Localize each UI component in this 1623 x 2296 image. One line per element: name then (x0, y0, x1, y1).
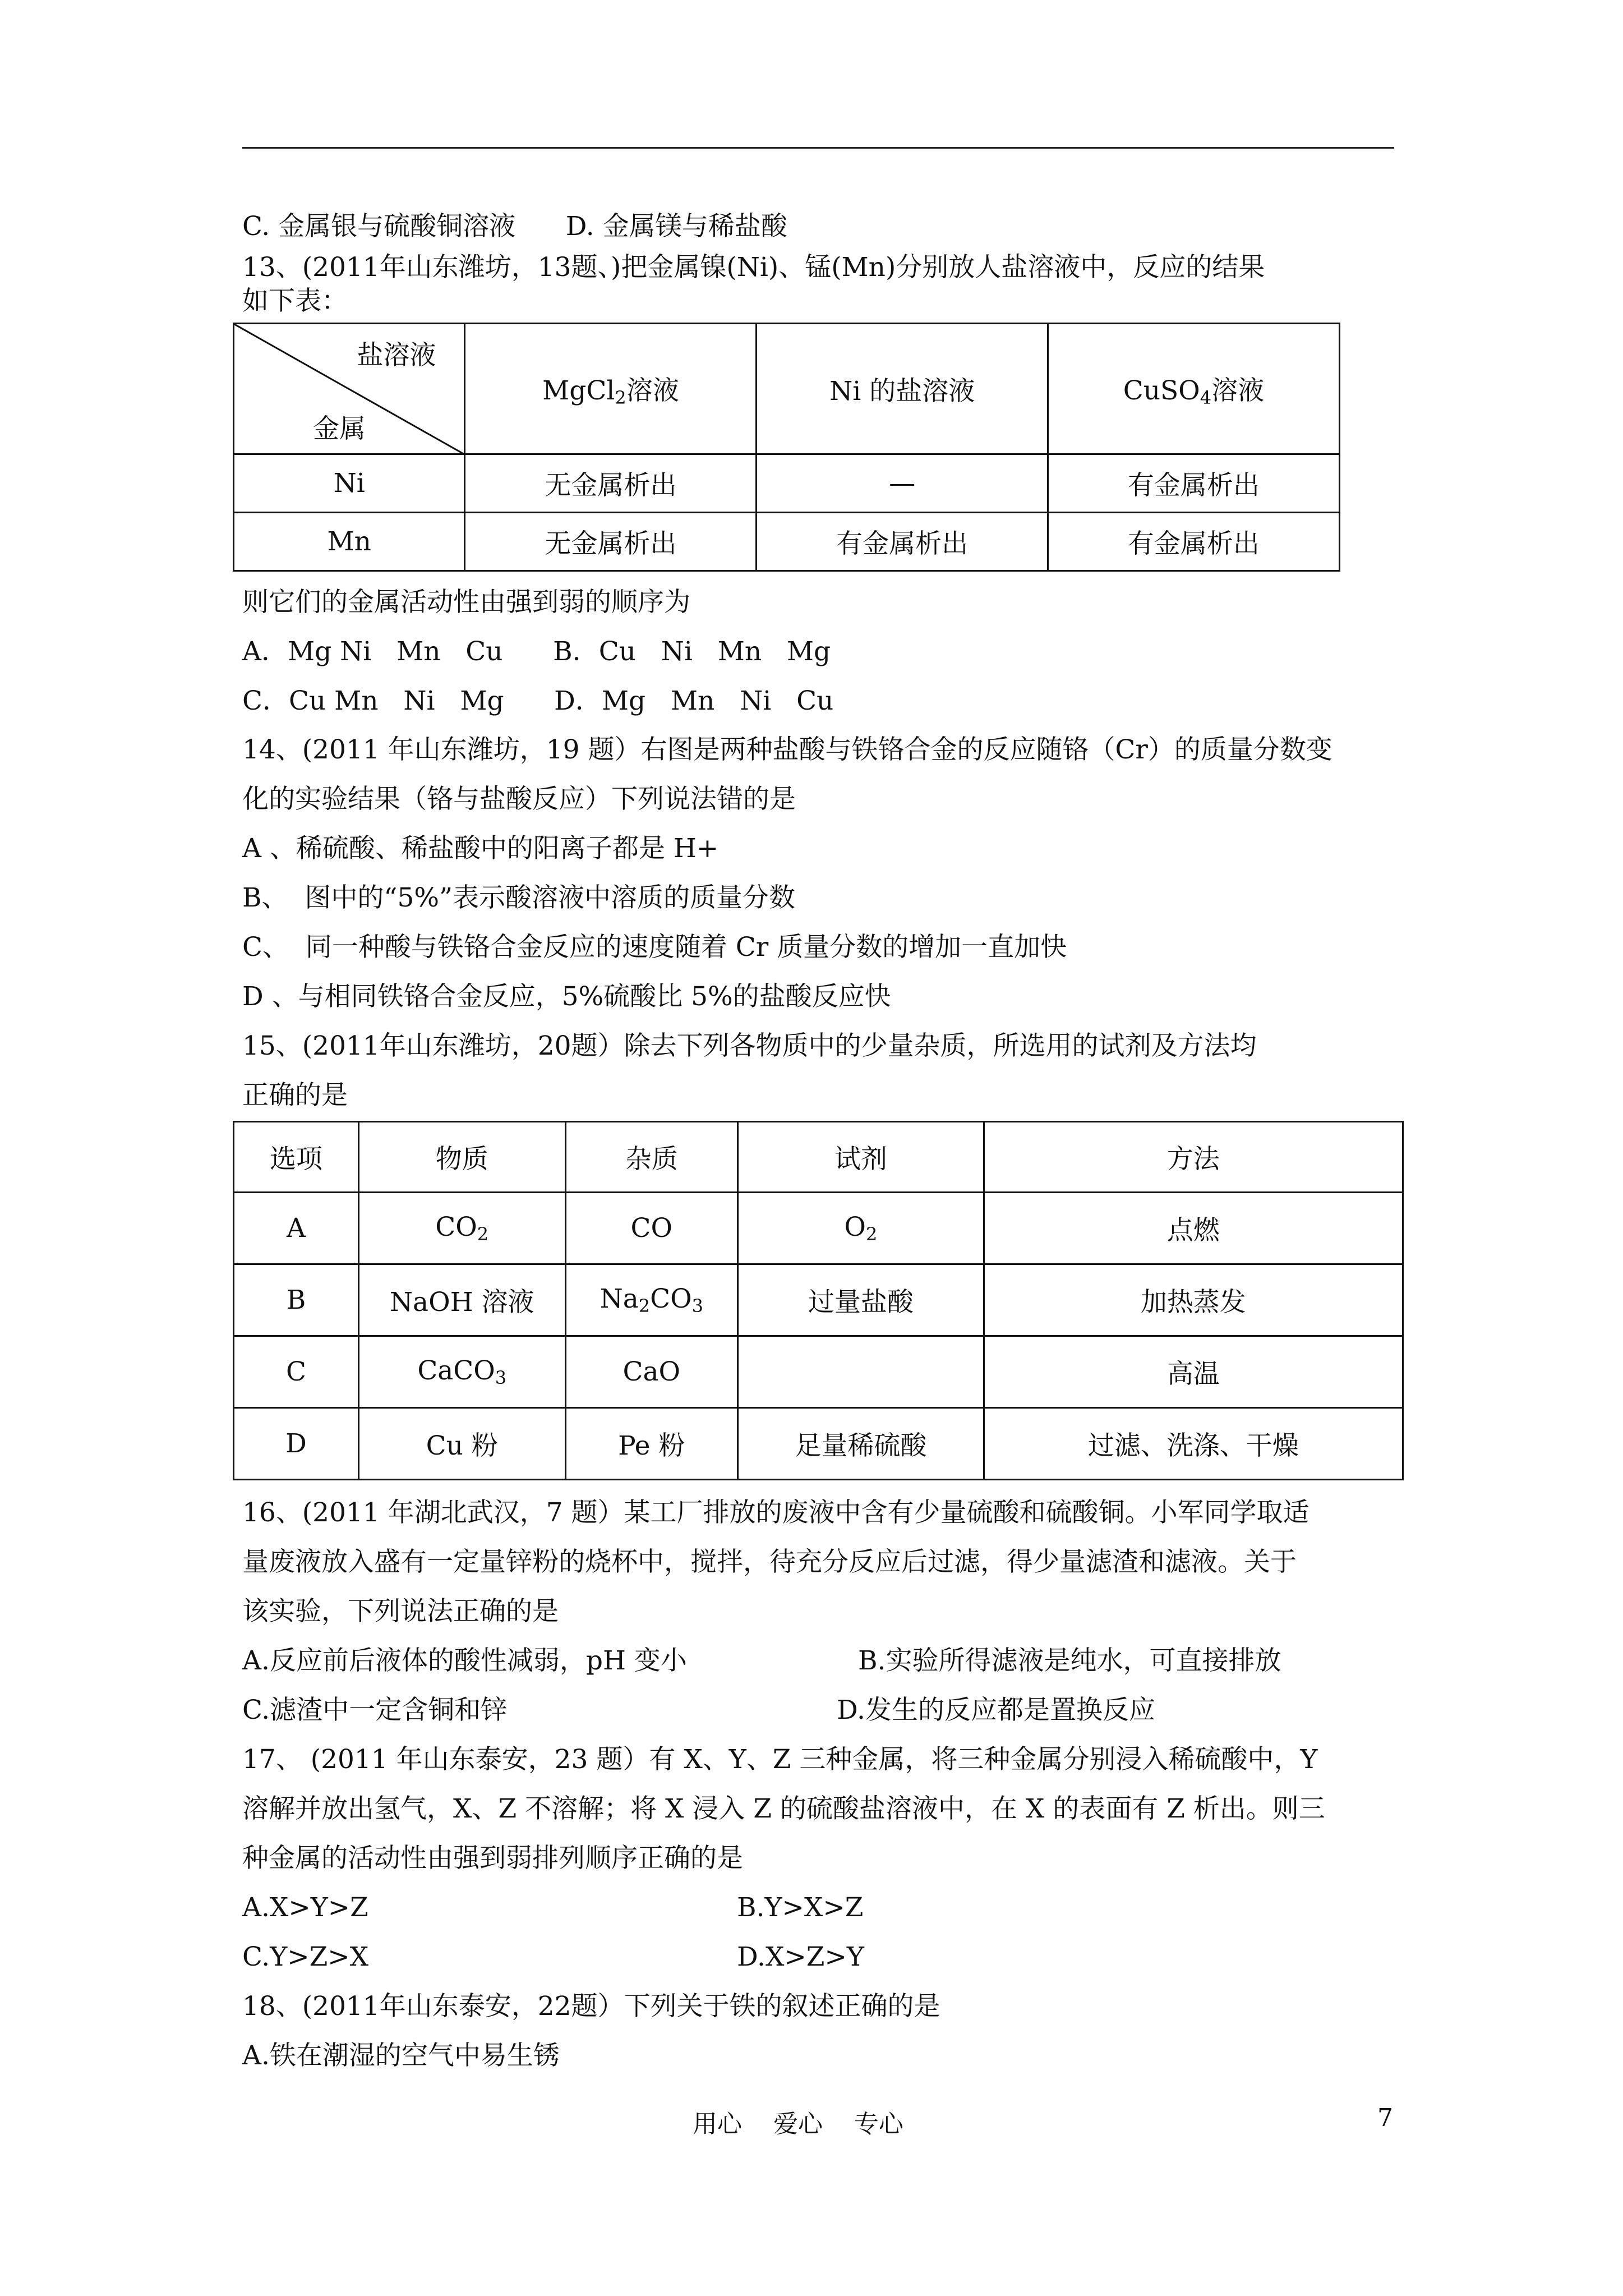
q18-stem: 18、(2011年山东泰安，22题）下列关于铁的叙述正确的是 (242, 1991, 940, 2022)
q17-option-c: C.Y>Z>X (242, 1941, 369, 1972)
q16-option-b: B.实验所得滤液是纯水，可直接排放 (858, 1645, 1281, 1676)
q15-header-impurity: 杂质 (565, 1122, 738, 1193)
q15-cell-option: A (234, 1193, 359, 1264)
q15-cell-impurity: CO (565, 1193, 738, 1264)
q15-table (233, 1121, 1404, 1480)
q15-cell-reagent: 足量稀硫酸 (738, 1408, 984, 1480)
q14-option-b: B、 图中的“5%”表示酸溶液中溶质的质量分数 (242, 882, 796, 913)
q17-stem-line2: 溶解并放出氢气，X、Z 不溶解；将 X 浸入 Z 的硫酸盐溶液中，在 X 的表面有 Z 析出。则三 (242, 1793, 1325, 1824)
q12-options-cd: C. 金属银与硫酸铜溶液 D. 金属镁与稀盐酸 (242, 211, 787, 242)
q13-cell: 无金属析出 (465, 454, 757, 513)
q15-cell-reagent: $O_2$ (738, 1193, 984, 1264)
q17-option-b: B.Y>X>Z (737, 1892, 864, 1923)
q16-option-a: A.反应前后液体的酸性减弱，pH 变小 (242, 1645, 687, 1676)
q13-options-cd: C．Cu Mn Ni Mg D．Mg Mn Ni Cu (242, 685, 834, 716)
q14-option-c: C、 同一种酸与铁铬合金反应的速度随着 Cr 质量分数的增加一直加快 (242, 932, 1067, 963)
q13-col-header-3: CuSO$_4$溶液 (1048, 324, 1339, 454)
q13-cell: 有金属析出 (757, 513, 1048, 571)
q15-cell-method: 过滤、洗涤、干燥 (984, 1408, 1403, 1480)
q15-stem-line1: 15、(2011年山东潍坊，20题）除去下列各物质中的少量杂质，所选用的试剂及方法均 (242, 1030, 1257, 1061)
q15-cell-substance: Cu 粉 (358, 1408, 565, 1480)
q15-cell-method: 加热蒸发 (984, 1264, 1403, 1336)
q13-row-metal: Mn (234, 513, 465, 571)
q13-options-ab: A．Mg Ni Mn Cu B．Cu Ni Mn Mg (242, 636, 831, 667)
q15-header-option: 选项 (234, 1122, 359, 1193)
q15-cell-substance: NaOH 溶液 (358, 1264, 565, 1336)
q15-cell-method: 点燃 (984, 1193, 1403, 1264)
q13-stem-line2: 如下表： (242, 286, 348, 316)
q13-corner-cell (234, 324, 465, 454)
corner-bottom-label: 金属 (313, 413, 366, 444)
q15-cell-substance: $CO_2$ (358, 1193, 565, 1264)
q15-cell-option: C (234, 1336, 359, 1408)
q15-cell-option: B (234, 1264, 359, 1336)
q15-cell-impurity: Pe 粉 (565, 1408, 738, 1480)
q13-table (233, 323, 1340, 572)
q15-cell-method: 高温 (984, 1336, 1403, 1408)
q13-col-header-1: MgCl$_2$溶液 (465, 324, 757, 454)
page-number: 7 (1377, 2104, 1393, 2132)
q14-option-d: D 、与相同铁铬合金反应，5%硫酸比 5%的盐酸反应快 (242, 981, 891, 1012)
q14-option-a: A 、稀硫酸、稀盐酸中的阳离子都是 H+ (242, 833, 719, 864)
q15-header-reagent: 试剂 (738, 1122, 984, 1193)
header-rule (242, 147, 1394, 149)
q15-cell-substance: CaCO$_3$ (358, 1336, 565, 1408)
q15-stem-line2: 正确的是 (242, 1080, 348, 1111)
q17-option-d: D.X>Z>Y (737, 1941, 864, 1972)
q13-col-header-2: Ni 的盐溶液 (757, 324, 1048, 454)
q13-cell: 无金属析出 (465, 513, 757, 571)
q15-header-substance: 物质 (358, 1122, 565, 1193)
q14-stem-line2: 化的实验结果（铬与盐酸反应）下列说法错的是 (242, 784, 796, 815)
q15-cell-reagent (738, 1336, 984, 1408)
q15-cell-option: D (234, 1408, 359, 1480)
q13-question: 则它们的金属活动性由强到弱的顺序为 (242, 587, 690, 618)
q13-cell: 有金属析出 (1048, 513, 1339, 571)
q16-option-c: C.滤渣中一定含铜和锌 (242, 1695, 508, 1726)
q17-stem-line3: 种金属的活动性由强到弱排列顺序正确的是 (242, 1843, 743, 1874)
q16-stem-line3: 该实验，下列说法正确的是 (242, 1596, 559, 1627)
q14-stem-line1: 14、(2011 年山东潍坊，19 题）右图是两种盐酸与铁铬合金的反应随铬（Cr）的质量分数变 (242, 734, 1332, 765)
q17-stem-line1: 17、 (2011 年山东泰安，23 题）有 X、Y、Z 三种金属，将三种金属分别浸入稀硫酸中，Y (242, 1744, 1318, 1775)
q15-cell-reagent: 过量盐酸 (738, 1264, 984, 1336)
q13-stem-line1: 13、(2011年山东潍坊，13题、)把金属镍(Ni)、锰(Mn)分别放人盐溶液中，反应的结果 (242, 252, 1265, 283)
q16-option-d: D.发生的反应都是置换反应 (837, 1695, 1155, 1726)
q16-stem-line1: 16、(2011 年湖北武汉，7 题）某工厂排放的废液中含有少量硫酸和硫酸铜。小军同学取适 (242, 1497, 1310, 1528)
q13-cell: 有金属析出 (1048, 454, 1339, 513)
q15-cell-impurity: $Na_2CO_3$ (565, 1264, 738, 1336)
corner-top-label: 盐溶液 (357, 340, 436, 371)
footer-motto: 用心 爱心 专心 (693, 2110, 903, 2138)
q13-row-metal: Ni (234, 454, 465, 513)
q13-cell: — (757, 454, 1048, 513)
q15-cell-impurity: CaO (565, 1336, 738, 1408)
q16-stem-line2: 量废液放入盛有一定量锌粉的烧杯中，搅拌，待充分反应后过滤，得少量滤渣和滤液。关于 (242, 1547, 1297, 1577)
q18-option-a: A.铁在潮湿的空气中易生锈 (242, 2040, 560, 2071)
q15-header-method: 方法 (984, 1122, 1403, 1193)
q17-option-a: A.X>Y>Z (242, 1892, 368, 1923)
